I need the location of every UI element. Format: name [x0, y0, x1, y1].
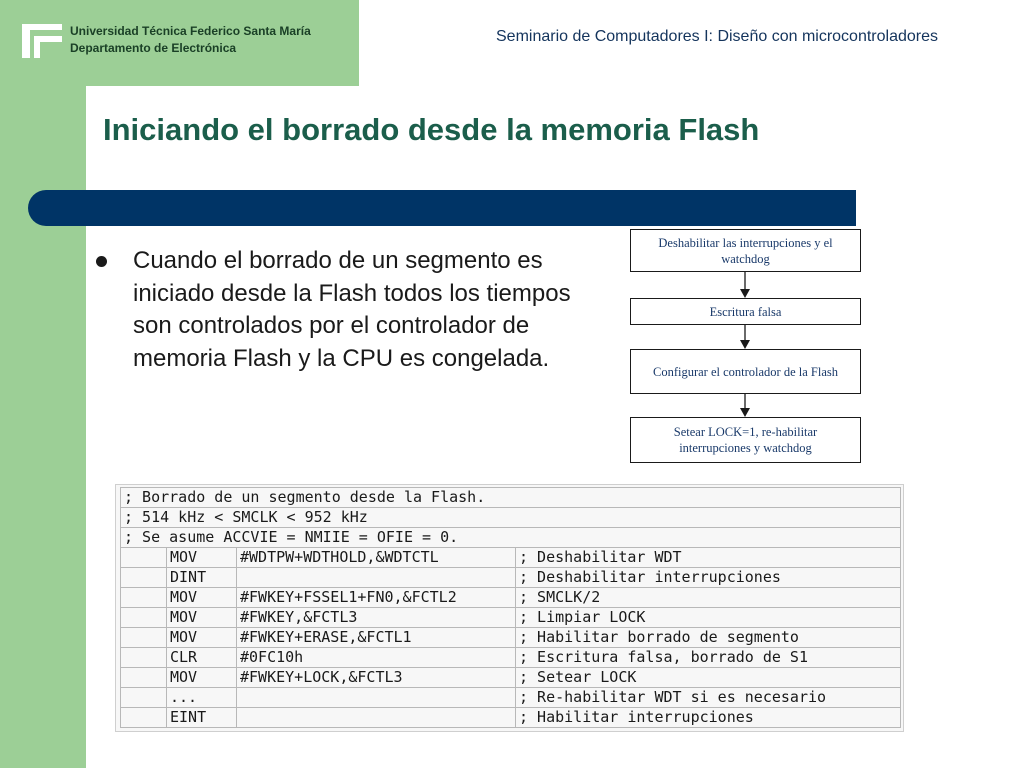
- code-operand: #FWKEY+LOCK,&FCTL3: [237, 668, 516, 688]
- code-operand: #FWKEY,&FCTL3: [237, 608, 516, 628]
- code-line-comment: ; Escritura falsa, borrado de S1: [516, 648, 901, 668]
- code-line-comment: ; Re-habilitar WDT si es necesario: [516, 688, 901, 708]
- code-row: [121, 708, 901, 728]
- code-operand: #FWKEY+FSSEL1+FN0,&FCTL2: [237, 588, 516, 608]
- code-comment: ; 514 kHz < SMCLK < 952 kHz: [121, 508, 901, 528]
- code-opcode: DINT: [167, 568, 237, 588]
- code-row: [121, 548, 901, 568]
- code-row: [121, 608, 901, 628]
- code-row: [121, 628, 901, 648]
- slide-title: Iniciando el borrado desde la memoria Flash: [103, 112, 760, 147]
- title-divider-bar: [28, 190, 856, 226]
- flow-step-set-lock: Setear LOCK=1, re-habilitar interrupciones y watchdog: [630, 417, 861, 463]
- code-row: [121, 588, 901, 608]
- code-opcode: MOV: [167, 608, 237, 628]
- code-line-comment: ; Limpiar LOCK: [516, 608, 901, 628]
- code-opcode: MOV: [167, 668, 237, 688]
- code-opcode: MOV: [167, 588, 237, 608]
- code-opcode: ...: [167, 688, 237, 708]
- code-operand: #0FC10h: [237, 648, 516, 668]
- bullet-icon: [96, 256, 107, 267]
- code-operand: #FWKEY+ERASE,&FCTL1: [237, 628, 516, 648]
- code-comment-row: [121, 528, 901, 548]
- code-comment: ; Se asume ACCVIE = NMIIE = OFIE = 0.: [121, 528, 901, 548]
- flow-step-disable-interrupts: Deshabilitar las interrupciones y el watchdog: [630, 229, 861, 272]
- code-row: [121, 668, 901, 688]
- university-logo-icon: [18, 20, 66, 62]
- code-row: [121, 688, 901, 708]
- arrow-down-icon: [739, 325, 751, 349]
- code-comment: ; Borrado de un segmento desde la Flash.: [121, 488, 901, 508]
- code-operand: [237, 708, 516, 728]
- arrow-down-icon: [739, 272, 751, 298]
- code-line-comment: ; SMCLK/2: [516, 588, 901, 608]
- code-line-comment: ; Setear LOCK: [516, 668, 901, 688]
- code-line-comment: ; Deshabilitar interrupciones: [516, 568, 901, 588]
- code-line-comment: ; Habilitar interrupciones: [516, 708, 901, 728]
- code-operand: #WDTPW+WDTHOLD,&WDTCTL: [237, 548, 516, 568]
- university-name: Universidad Técnica Federico Santa María: [70, 24, 311, 38]
- department-name: Departamento de Electrónica: [70, 41, 237, 55]
- code-operand: [237, 688, 516, 708]
- code-opcode: MOV: [167, 628, 237, 648]
- code-comment-row: [121, 488, 901, 508]
- arrow-down-icon: [739, 394, 751, 417]
- code-opcode: EINT: [167, 708, 237, 728]
- code-line-comment: ; Habilitar borrado de segmento: [516, 628, 901, 648]
- code-opcode: MOV: [167, 548, 237, 568]
- code-row: [121, 648, 901, 668]
- code-operand: [237, 568, 516, 588]
- code-comment-row: [121, 508, 901, 528]
- code-row: [121, 568, 901, 588]
- flowchart: [630, 229, 863, 463]
- code-table: [120, 487, 901, 728]
- course-title: Seminario de Computadores I: Diseño con microcontroladores: [496, 28, 938, 45]
- left-green-strip: [0, 0, 86, 768]
- code-opcode: CLR: [167, 648, 237, 668]
- code-line-comment: ; Deshabilitar WDT: [516, 548, 901, 568]
- flow-step-dummy-write: Escritura falsa: [630, 298, 861, 325]
- code-listing: [115, 484, 904, 732]
- flow-step-configure-flash: Configurar el controlador de la Flash: [630, 349, 861, 394]
- bullet-text: Cuando el borrado de un segmento es iniciado desde la Flash todos los tiempos son controlados por el controlador de memoria Flash y la CPU es congelada.: [133, 247, 571, 372]
